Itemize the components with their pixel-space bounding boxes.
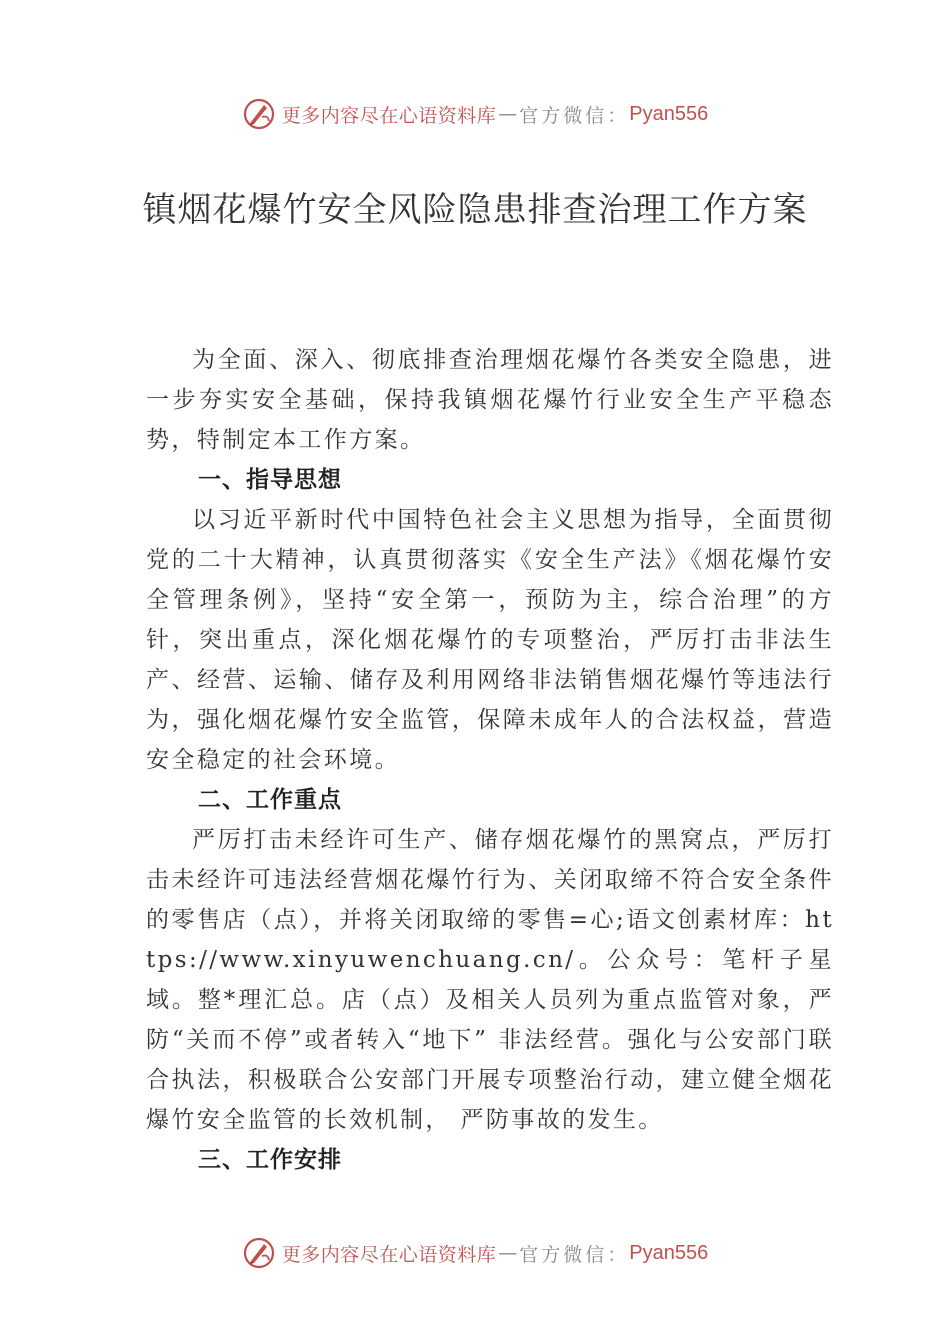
watermark-wechat-id: Pyan556 [629,1241,709,1264]
section-heading-work-focus: 二、工作重点 [198,787,342,813]
section-paragraph-guiding-ideology: 以习近平新时代中国特色社会主义思想为指导，全面贯彻党的二十大精神，认真贯彻落实《安全生产法》《烟花爆竹安全管理条例》，坚持“安全第一，预防为主，综合治理”的方针，突出重点，深化烟花爆竹的专项整治，严厉打击非法生产、经营、运输、储存及利用网络非法销售烟花爆竹等违法行为，强化烟花爆竹安全监管，保障未成年人的合法权益，营造安全稳定的社会环境。 [146,507,834,773]
document-title: 镇烟花爆竹安全风险隐患排查治理工作方案 [142,190,808,230]
watermark-footer [0,1233,950,1273]
section-heading-guiding-ideology: 一、指导思想 [198,467,342,493]
section-heading-work-arrangement: 三、工作安排 [198,1147,342,1173]
pen-circle-logo-icon [242,97,276,131]
watermark-wechat-id: Pyan556 [629,102,709,125]
watermark-header [0,94,950,134]
pen-circle-logo-icon [242,1236,276,1270]
watermark-dash: — [498,1242,518,1264]
section-paragraph-work-focus: 严厉打击未经许可生产、储存烟花爆竹的黑窝点，严厉打击未经许可违法经营烟花爆竹行为、关闭取缔不符合安全条件的零售店（点），并将关闭取缔的零售=心;语文创素材库：https://www.xinyuwenchuang.cn/。公众号：笔杆子星域。整*理汇总。店（点）及相关人员列为重点监管对象，严防“关而不停”或者转入“地下” 非法经营。强化与公安部门联合执法，积极联合公安部门开展专项整治行动，建立健全烟花爆竹安全监管的长效机制， 严防事故的发生。 [146,827,834,1133]
watermark-official-text: 官方微信： [519,1243,630,1266]
watermark-site-text: 更多内容尽在心语资料库 [281,104,497,127]
watermark-official-text: 官方微信： [519,104,630,127]
document-body [146,340,834,1180]
watermark-site-text: 更多内容尽在心语资料库 [281,1243,497,1266]
intro-paragraph: 为全面、深入、彻底排查治理烟花爆竹各类安全隐患，进一步夯实安全基础，保持我镇烟花爆竹行业安全生产平稳态势，特制定本工作方案。 [146,347,834,453]
watermark-dash: — [498,103,518,125]
